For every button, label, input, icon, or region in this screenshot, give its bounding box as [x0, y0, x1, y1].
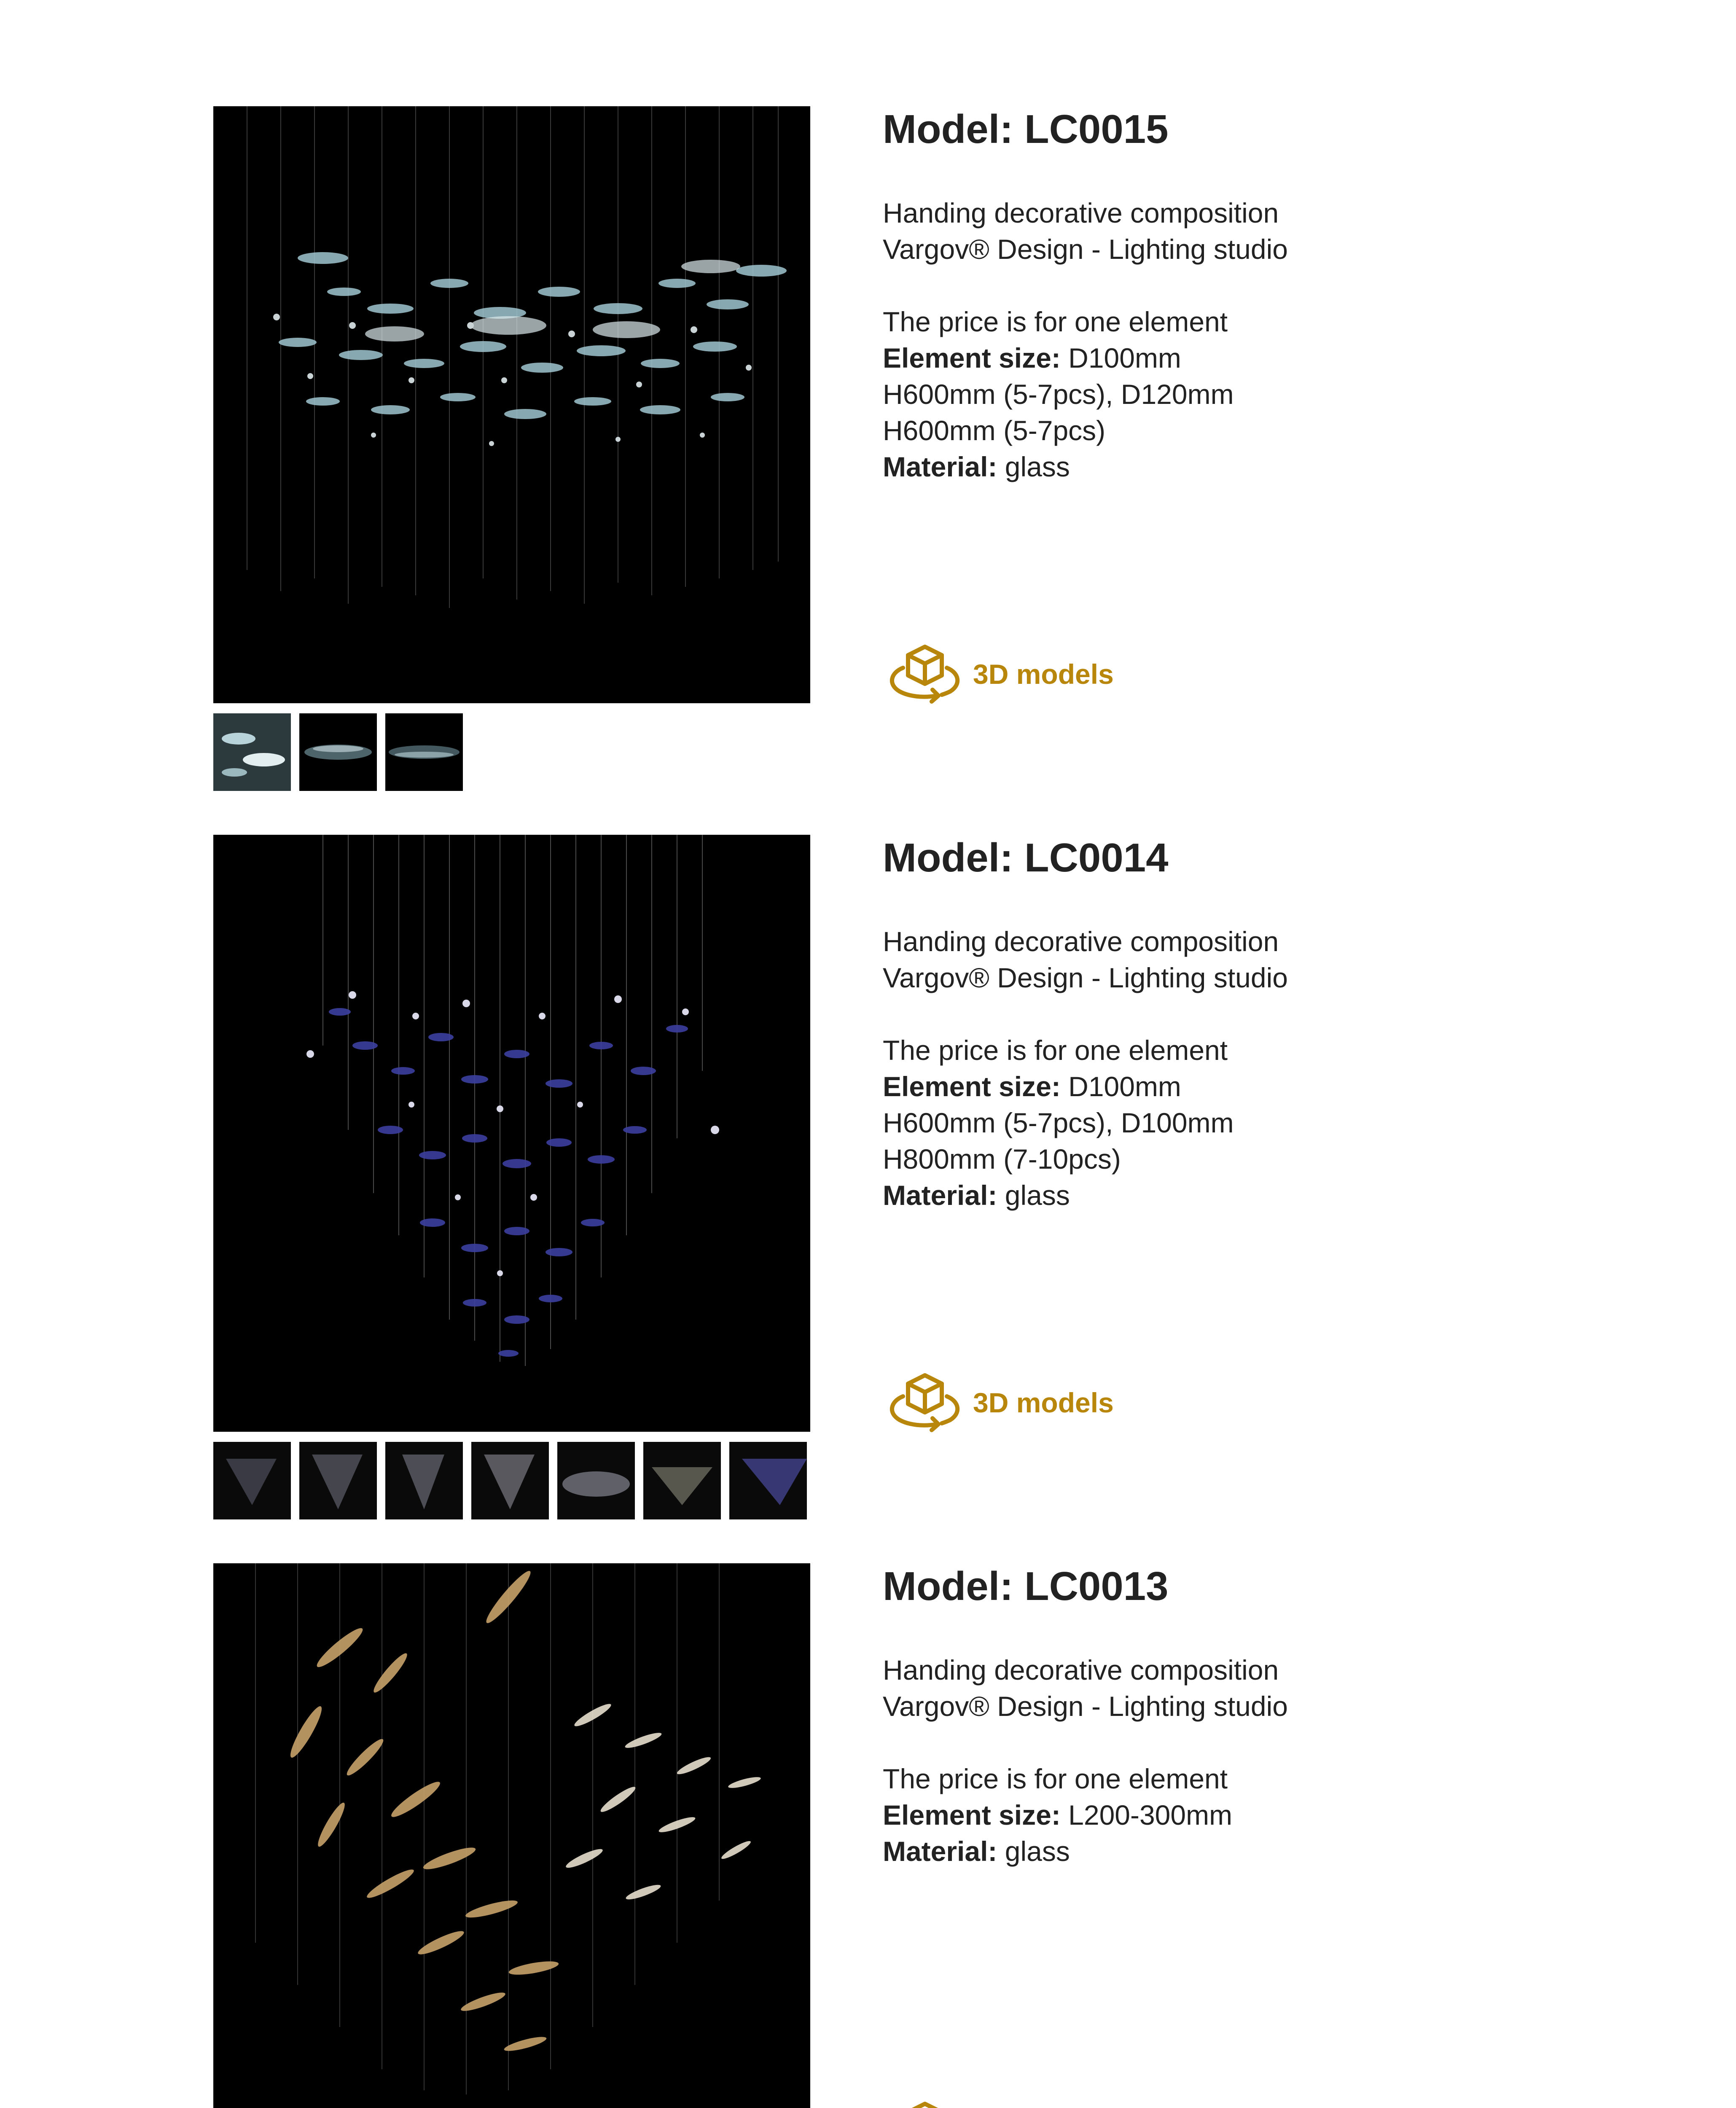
- price-note: The price is for one element: [883, 1763, 1228, 1794]
- thumbnail[interactable]: [213, 1442, 291, 1519]
- price-note: The price is for one element: [883, 306, 1228, 337]
- thumbnail-strip: [213, 713, 810, 791]
- thumbnail[interactable]: [557, 1442, 635, 1519]
- product-main-image[interactable]: [213, 1563, 810, 2108]
- 3d-models-link[interactable]: [883, 638, 1114, 710]
- thumbnail-strip: [213, 1442, 810, 1519]
- description-line: Handing decorative composition: [883, 926, 1279, 957]
- size-value: L200-300mm: [1068, 1799, 1233, 1831]
- thumbnail[interactable]: [729, 1442, 807, 1519]
- size-extra-line: H600mm (5-7pcs): [883, 415, 1106, 446]
- material: [883, 449, 1288, 485]
- size-label: Element size:: [883, 342, 1061, 374]
- size-extra-line: H600mm (5-7pcs), D100mm: [883, 1107, 1234, 1138]
- material-value: glass: [1005, 1836, 1070, 1867]
- product-main-image[interactable]: [213, 106, 810, 703]
- size-label: Element size:: [883, 1071, 1061, 1102]
- thumbnail[interactable]: [299, 713, 377, 791]
- studio-line: Vargov® Design - Lighting studio: [883, 1691, 1288, 1722]
- studio-line: Vargov® Design - Lighting studio: [883, 234, 1288, 265]
- material: [883, 1833, 1288, 1869]
- size-value: D100mm: [1068, 342, 1181, 374]
- size-extra-line: H600mm (5-7pcs), D120mm: [883, 379, 1234, 410]
- element-size: [883, 1797, 1288, 1833]
- 3d-models-link[interactable]: [883, 2095, 1114, 2108]
- 3d-cube-rotate-icon: [883, 1367, 967, 1438]
- chandelier-photo-glass-discs: [213, 106, 810, 703]
- product-description: [883, 923, 1288, 1213]
- material-label: Material:: [883, 1180, 997, 1211]
- product-description: [883, 195, 1288, 485]
- element-size: [883, 1068, 1288, 1105]
- material: [883, 1177, 1288, 1213]
- size-label: Element size:: [883, 1799, 1061, 1831]
- chandelier-photo-blue-glass: [213, 835, 810, 1432]
- product-lc0015: [0, 106, 1736, 823]
- 3d-models-label: 3D models: [973, 1387, 1114, 1418]
- description-line: Handing decorative composition: [883, 197, 1279, 229]
- 3d-cube-rotate-icon: [883, 638, 967, 710]
- model-title: Model: LC0013: [883, 1564, 1169, 1609]
- thumbnail[interactable]: [385, 713, 463, 791]
- material-label: Material:: [883, 451, 997, 482]
- product-lc0013: [0, 1563, 1736, 2108]
- thumbnail[interactable]: [471, 1442, 549, 1519]
- thumbnail[interactable]: [213, 713, 291, 791]
- description-line: Handing decorative composition: [883, 1654, 1279, 1686]
- thumbnail[interactable]: [643, 1442, 721, 1519]
- studio-line: Vargov® Design - Lighting studio: [883, 962, 1288, 993]
- 3d-models-link[interactable]: [883, 1367, 1114, 1438]
- price-note: The price is for one element: [883, 1035, 1228, 1066]
- element-size: [883, 340, 1288, 376]
- product-description: [883, 1652, 1288, 1869]
- product-lc0014: [0, 835, 1736, 1551]
- material-value: glass: [1005, 1180, 1070, 1211]
- material-value: glass: [1005, 451, 1070, 482]
- 3d-models-label: 3D models: [973, 659, 1114, 690]
- 3d-cube-rotate-icon: [883, 2095, 967, 2108]
- thumbnail[interactable]: [299, 1442, 377, 1519]
- model-title: Model: LC0014: [883, 835, 1169, 880]
- model-title: Model: LC0015: [883, 107, 1169, 152]
- chandelier-photo-amber-leaves: [213, 1563, 810, 2108]
- size-value: D100mm: [1068, 1071, 1181, 1102]
- material-label: Material:: [883, 1836, 997, 1867]
- product-main-image[interactable]: [213, 835, 810, 1432]
- size-extra-line: H800mm (7-10pcs): [883, 1143, 1121, 1175]
- thumbnail[interactable]: [385, 1442, 463, 1519]
